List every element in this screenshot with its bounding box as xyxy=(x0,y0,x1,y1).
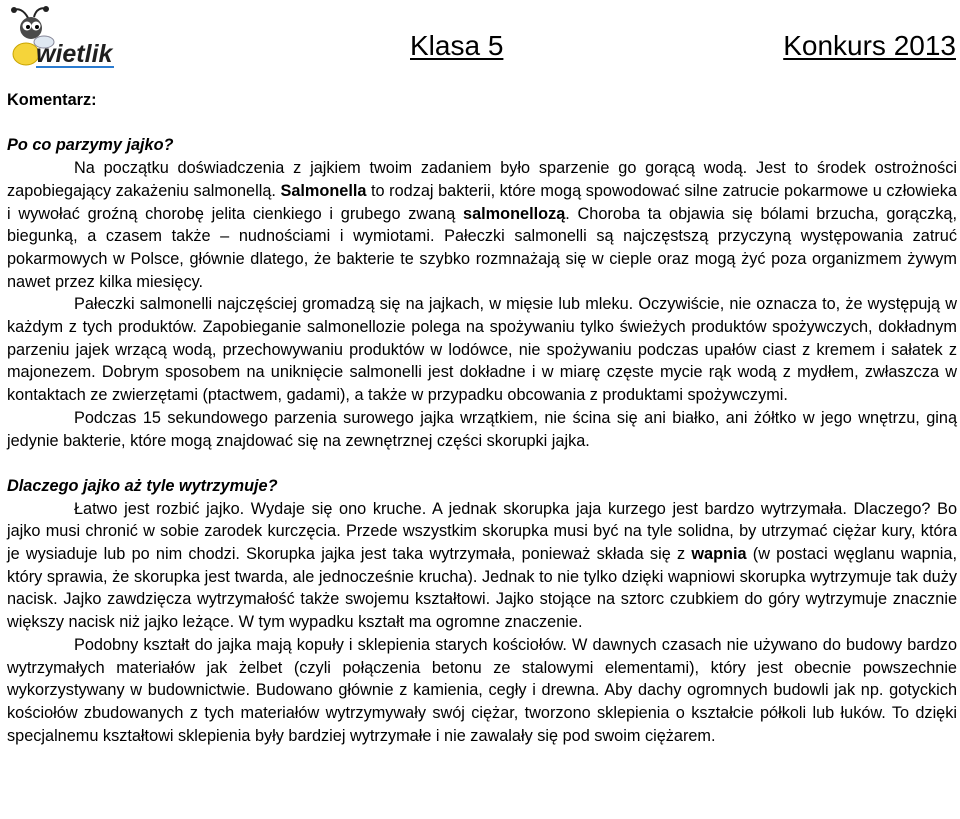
section-heading-why-scald: Po co parzymy jajko? xyxy=(7,136,174,155)
document-body xyxy=(7,89,957,747)
bold-term: wapnia xyxy=(691,545,747,564)
section-heading-egg-strength: Dlaczego jajko aż tyle wytrzymuje? xyxy=(7,476,278,495)
contest-title: Konkurs 2013 xyxy=(783,30,956,61)
paragraph: Podczas 15 sekundowego parzenia surowego jajka wrzątkiem, nie ścina się ani białko, ani żółtko w jego wnętrzu, giną jedynie bakterie, które mogą znajdować się na zewnętrznej części skorupki jajka. xyxy=(7,408,957,450)
bold-term: salmonellozą xyxy=(463,204,566,223)
page-header xyxy=(0,0,960,80)
paragraph: Podobny kształt do jajka mają kopuły i sklepienia starych kościołów. W dawnych czasach nie używano do budowy bardzo wytrzymałych materiałów jak żelbet (czyli połączenia betonu ze stalowymi elementami), który jest obecnie powszechnie wykorzystywany w budownictwie. Budowano głównie z kamienia, cegły i drewna. Aby dachy ogromnych budowli jak np. gotyckich kościołów zbudowanych z tych materiałów wytrzymywały swój ciężar, tworzono sklepienia o kształcie półkoli lub łuków. To dzięki specjalnemu kształtowi sklepienia były bardziej wytrzymałe i nie zawalały się pod swoim ciężarem. xyxy=(7,635,957,745)
paragraph: Pałeczki salmonelli najczęściej gromadzą się na jajkach, w mięsie lub mleku. Oczywiście, nie oznacza to, że występują w każdym z tych produktów. Zapobieganie salmonellozie polega na spożywaniu tylko świeżych produktów spożywczych, dokładnym parzeniu jajek wrzącą wodą, przechowywaniu produktów w lodówce, nie spożywaniu podczas upałów ciast z kremem i sałatek z majonezem. Dobrym sposobem na uniknięcie salmonelli jest dokładne i w miarę częste mycie rąk wodą z mydłem, zwłaszcza w kontaktach ze zwierzętami (ptactwem, gadami), a także w przypadku obcowania z produktami spożywczymi. xyxy=(7,295,957,405)
comment-label: Komentarz: xyxy=(7,91,97,109)
bold-term: Salmonella xyxy=(280,181,367,200)
class-title: Klasa 5 xyxy=(410,30,504,61)
paragraph: Łatwo jest rozbić jajko. Wydaje się ono kruche. A jednak skorupka jaja kurzego jest bardzo wytrzymała. Dlaczego? Bo jajko musi chronić w sobie zarodek kurczęcia. Przede wszystkim skorupka musi być na tyle solidna, by utrzymać ciężar kury, która je wysiaduje lub po nim chodzi. Skorupka jajka jest taka wytrzymała, ponieważ składa się z wapnia (w postaci węglanu wapnia, który sprawia, że skorupka jest twarda, ale jednocześnie krucha). Jednak to nie tylko dzięki wapniowi skorupka wytrzymuje tak duży nacisk. Jajko zawdzięcza wytrzymałość także swojemu kształtowi. Jajko stojące na sztorc czubkiem do góry wytrzymuje znacznie większy nacisk niż jajko leżące. W tym wypadku kształt ma ogromne znaczenie. xyxy=(7,499,957,632)
paragraph: Na początku doświadczenia z jajkiem twoim zadaniem było sparzenie go gorącą wodą. Jest to środek ostrożności zapobiegający zakażeniu salmonellą. Salmonella to rodzaj bakterii, które mogą spowodować silne zatrucie pokarmowe u człowieka i wywołać groźną chorobę jelita cienkiego i grubego zwaną salmonellozą. Choroba ta objawia się bólami brzucha, gorączką, biegunką, a czasem także – nudnościami i wymiotami. Pałeczki salmonelli są najczęstszą przyczyną występowania zatruć pokarmowych w Polsce, głównie dlatego, że bakterie te szybko rozmnażają się w cieple oraz mogą żyć poza organizmem żywym nawet przez kilka miesięcy. xyxy=(7,159,957,291)
swietlik-logo xyxy=(6,4,118,74)
svg-text:wietlik: wietlik xyxy=(36,40,113,68)
